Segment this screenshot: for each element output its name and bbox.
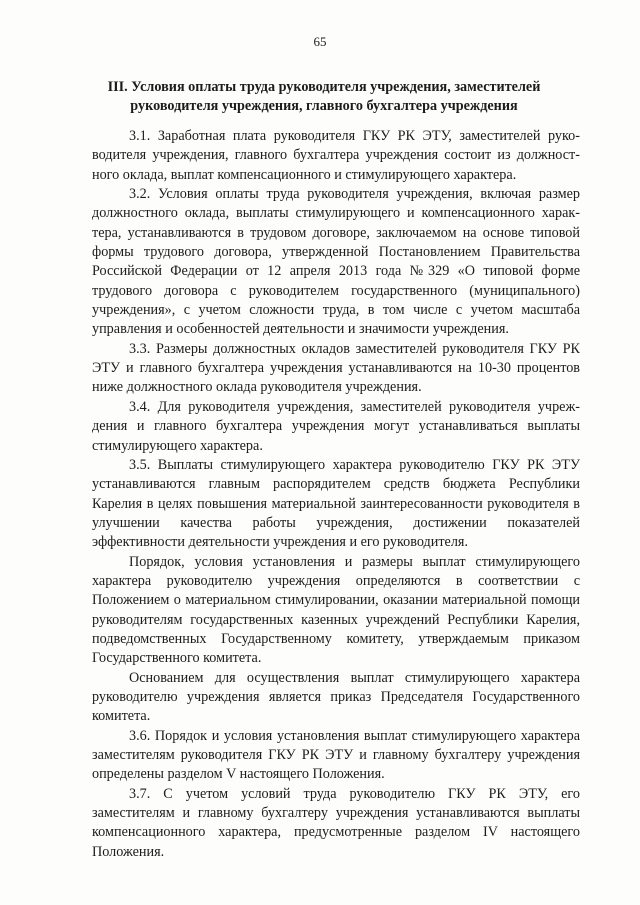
- paragraph-3-5: 3.5. Выплаты стимулирующего характера руководителю ГКУ РК ЭТУ устанавливаются главным распорядителем средств бюджета Республики Карелия в целях повышения материальной заинтересованности руководителя в улучшении качества работы учреждения, достижении показателей эффективности деятельности учреждения и его руководителя.: [92, 456, 580, 551]
- paragraph-3-2: 3.2. Условия оплаты труда руководителя учреждения, включая размер должностного оклада, выплаты стимулирующего и компенсационного характера, устанавливаются в трудовом договоре, заключаемом на основе типовой формы трудового договора, утвержденной Постановлением Правительства Российской Федерации от 12 апреля 2013 года №329 «О типовой форме трудового договора с руководителем государственного (муниципального) учреждения», с учетом сложности труда, в том числе с учетом масштаба управления и особенностей деятельности и значимости учреждения.: [92, 186, 580, 338]
- paragraph-3-1: 3.1. Заработная плата руководителя ГКУ РК ЭТУ, заместителей руководителя учреждения, главного бухгалтера учреждения состоит из должностного оклада, выплат компенсационного и стимулирующего характера.: [92, 128, 580, 183]
- paragraph-3-5-basis: Основанием для осуществления выплат стимулирующего характера руководителю учреждения является приказ Председателя Государственного комитета.: [92, 669, 580, 725]
- paragraph-3-7: 3.7. С учетом условий труда руководителю ГКУ РК ЭТУ, его заместителям и главному бухгалтеру учреждения устанавливаются выплаты компенсационного характера, предусмотренные разделом IV настоящего Положения.: [92, 785, 580, 860]
- paragraph-3-4: 3.4. Для руководителя учреждения, заместителей руководителя учреждения и главного бухгалтера учреждения могут устанавливаться выплаты стимулирующего характера.: [92, 398, 580, 454]
- paragraph-3-6: 3.6. Порядок и условия установления выплат стимулирующего характера заместителям руководителя ГКУ РК ЭТУ и главному бухгалтеру учреждения определены разделом V настоящего Положения.: [92, 727, 580, 783]
- paragraph-3-5-procedure: Порядок, условия установления и размеры выплат стимулирующего характера руководителю учреждения определяются в соответствии с Положением о материальном стимулировании, оказании материальной помощи руководителям государственных казенных учреждений Республики Карелия, подведомственных Государственному комитету, утверждаемым приказом Государственного комитета.: [92, 553, 580, 667]
- section-body: [92, 127, 580, 862]
- page-number: 65: [313, 34, 327, 49]
- paragraph-3-3: 3.3. Размеры должностных окладов заместителей руководителя ГКУ РК ЭТУ и главного бухгалтера учреждения устанавливаются на 10-30 процентов ниже должностного оклада руководителя учреждения.: [92, 340, 580, 396]
- section-title: III. Условия оплаты труда руководителя учреждения, заместителей руководителя учреждения, главного бухгалтера учреждения: [107, 79, 541, 114]
